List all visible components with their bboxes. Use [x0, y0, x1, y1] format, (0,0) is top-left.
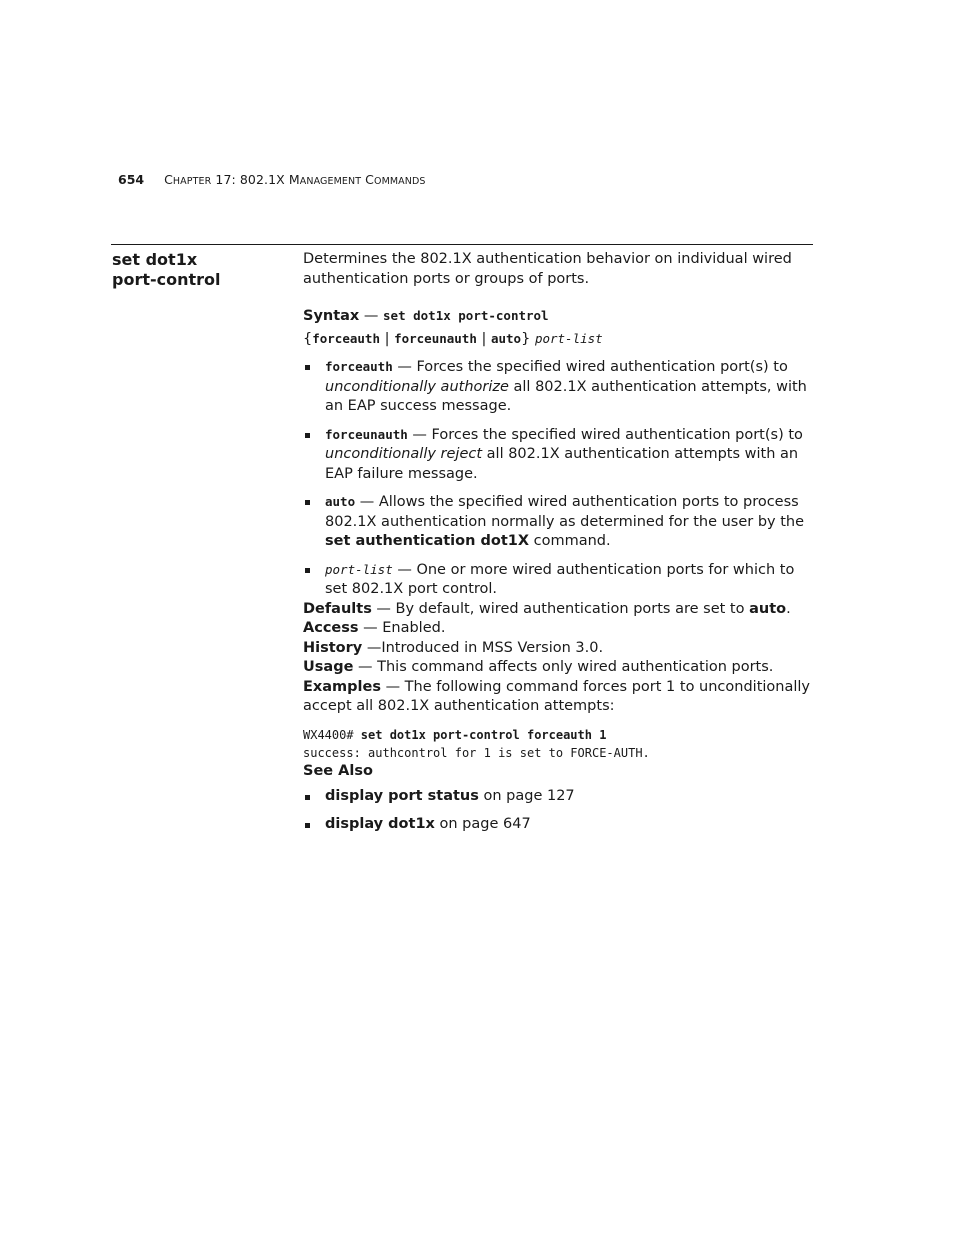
bullet-icon — [305, 365, 310, 370]
page-number: 654 — [118, 172, 145, 187]
history-section: History —Introduced in MSS Version 3.0. — [303, 639, 604, 656]
command-description: Determines the 802.1X authentication behavior on individual wired authentication ports or groups of ports. — [303, 251, 792, 287]
list-item: auto — Allows the specified wired authentication ports to process 802.1X authentication normally as determined for the user by the set authentication dot1X command. — [303, 492, 815, 552]
bullet-icon — [305, 568, 310, 573]
see-also-heading: See Also — [303, 762, 373, 779]
bullet-icon — [305, 795, 310, 800]
list-item: forceunauth — Forces the specified wired authentication port(s) to unconditionally reject all 802.1X authentication attempts with an EAP failure message. — [303, 425, 815, 485]
list-item: forceauth — Forces the specified wired authentication port(s) to unconditionally authorize all 802.1X authentication attempts, with an EAP success message. — [303, 357, 815, 417]
parameter-list — [303, 357, 815, 600]
list-item: port-list — One or more wired authentication ports for which to set 802.1X port control. — [303, 560, 815, 600]
see-also-item[interactable]: display port status on page 127 — [303, 787, 815, 807]
usage-section: Usage — This command affects only wired authentication ports. — [303, 659, 774, 675]
see-also-link[interactable]: display dot1x — [325, 815, 435, 832]
syntax-label: Syntax — [303, 308, 360, 324]
bullet-icon — [305, 500, 310, 505]
example-code — [303, 726, 815, 762]
see-also-list — [303, 787, 815, 834]
bullet-icon — [305, 433, 310, 438]
see-also-link[interactable]: display port status — [325, 788, 479, 804]
running-head — [118, 172, 426, 187]
syntax-section: Syntax — set dot1x port-control {forceauth | forceunauth | auto} port-list — [303, 308, 603, 347]
cli-prompt: WX4400# — [303, 727, 361, 742]
see-also-item[interactable]: display dot1x on page 647 — [303, 815, 815, 835]
examples-section: Examples — The following command forces port 1 to unconditionally accept all 802.1X authentication attempts: — [303, 678, 810, 714]
access-section: Access — Enabled. — [303, 620, 446, 636]
syntax-command: set dot1x port-control — [383, 308, 549, 323]
bullet-icon — [305, 823, 310, 828]
defaults-section: Defaults — By default, wired authentication ports are set to auto. — [303, 600, 791, 617]
cli-command: set dot1x port-control forceauth 1 — [360, 727, 607, 742]
section-rule — [111, 244, 813, 245]
command-title: set dot1x port-control — [112, 250, 221, 289]
command-body — [303, 250, 815, 834]
chapter-title: CHAPTER 17: 802.1X MANAGEMENT COMMANDS — [164, 172, 426, 187]
cli-output: success: authcontrol for 1 is set to FORCE-AUTH. — [303, 745, 650, 760]
